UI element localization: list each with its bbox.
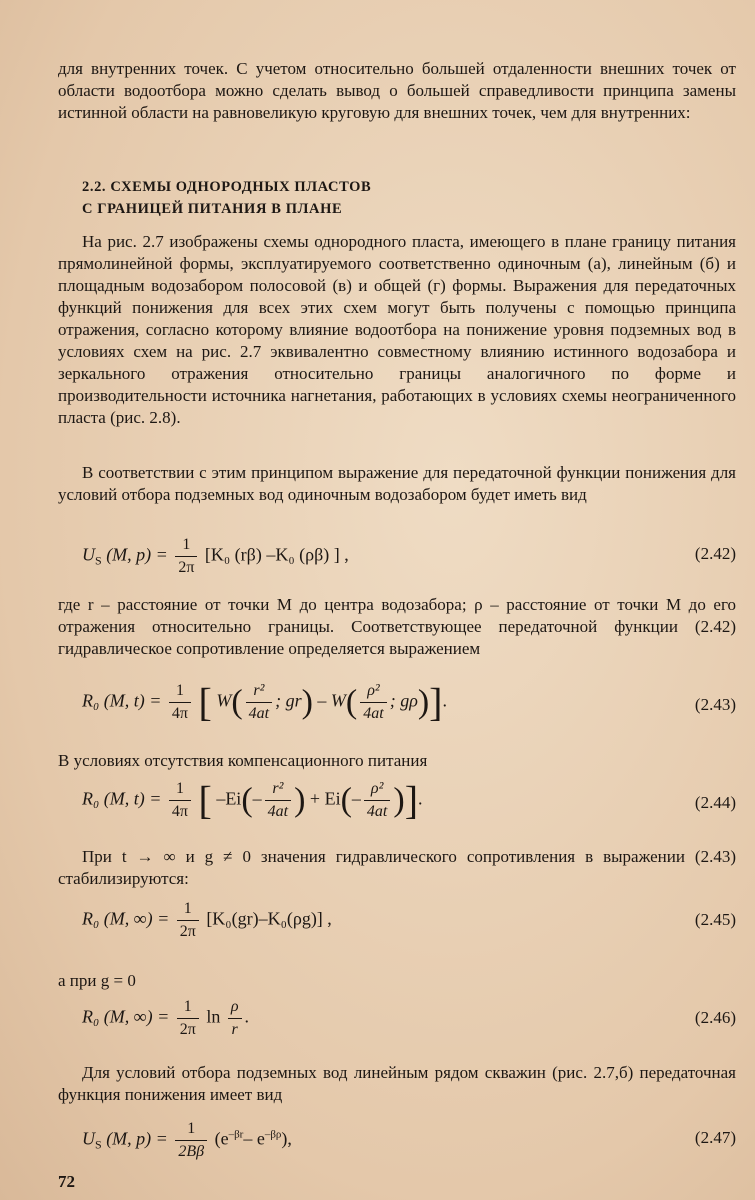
paragraph-principle-of-reflection: На рис. 2.7 изображены схемы однородного пласта, имеющего в плане границу питания прямолинейной формы, эксплуатируемого соответственно одиночным (а), линейным (б) и площадным водозабором полосовой (в) и общей (г) формы. Выражения для передаточных функций понижения для всех этих схем могут быть получены с помощью принципа отражения, согласно которому влияние водоотбора на понижение уровня подземных вод в условиях схем на рис. 2.7 эквивалентно совместному влиянию истинного водозабора и зеркального отражения относительно границы аналогичного по форме и производительности источника нагнетания, работающих в условиях схемы неограниченного пласта (рис. 2.8). [58, 232, 736, 427]
equation-2-44: R₀ (M, t) = $\frac{1}{4\pi}$ [ –Ei(– $\frac{\text{r²}}{4at}$ ) + Ei(– $\frac{\text{ρ²}}{4at}$ )]. (2.44) [82, 777, 736, 823]
equation-2-45: R₀ (M, ∞) = $\frac{1}{2\pi}$ [K₀(gr)–K₀(ρg)] , (2.45) [82, 900, 736, 940]
equation-number: (2.47) [694, 1128, 736, 1147]
equation-number: (2.46) [694, 1008, 736, 1027]
section-title-line-2: С ГРАНИЦЕЙ ПИТАНИЯ В ПЛАНЕ [82, 201, 343, 217]
page-number: 72 [58, 1172, 75, 1191]
section-title-line-1: 2.2. СХЕМЫ ОДНОРОДНЫХ ПЛАСТОВ [82, 179, 372, 195]
equation-number: (2.42) [694, 544, 736, 563]
paragraph-linear-row: Для условий отбора подземных вод линейным рядом скважин (рис. 2.7,б) передаточная функция понижения имеет вид [58, 1063, 736, 1104]
equation-number: (2.44) [694, 793, 736, 812]
equation-number: (2.43) [694, 695, 736, 714]
paragraph-stabilization: При t → ∞ и g ≠ 0 значения гидравлического сопротивления в выражении (2.43) стабилизируются: [58, 847, 736, 888]
equation-2-42: $U_S$ (M, p) = $\frac{1}{2\pi}$ [K₀ (rβ) –K₀ (ρβ) ] , (2.42) [82, 534, 736, 579]
paragraph-no-compensation: В условиях отсутствия компенсационного питания [58, 751, 428, 770]
intro-paragraph: для внутренних точек. С учетом относительно большей отдаленности внешних точек от области водоотбора можно сделать вывод о большей справедливости принципа замены истинной области на равновеликую круговую для внешних точек, чем для внутренних: [58, 59, 736, 122]
equation-2-46: R₀ (M, ∞) = $\frac{1}{2\pi}$ ln $\frac{\rho}{r}$ . (2.46) [82, 998, 736, 1038]
paragraph-single-intake: В соответствии с этим принципом выражение для передаточной функции понижения для условий отбора подземных вод одиночным водозабором будет иметь вид [58, 463, 736, 504]
paragraph-g-zero: а при g = 0 [58, 971, 136, 990]
document-page [58, 0, 736, 1200]
equation-2-43: R₀ (M, t) = $\frac{1}{4\pi}$ [ W( $\frac{\text{r²}}{4at}$ ; gr) – W( $\frac{\text{ρ²}}{4at}$ ; gρ)]. (2.43) [82, 679, 736, 725]
paragraph-resistance-definition: где r – расстояние от точки M до центра водозабора; ρ – расстояние от точки M до его отражения относительно границы. Соответствующее передаточной функции (2.42) гидравлическое сопротивление определяется выражением [58, 595, 736, 658]
equation-2-47: $U_S$ (M, p) = $\frac{1}{2B\beta}$ ($e^{-\beta r}-$ $e^{-\beta\rho}$), (2.47) [82, 1120, 736, 1160]
equation-number: (2.45) [694, 910, 736, 929]
fraction: $\frac{1}{2\pi}$ [175, 534, 197, 579]
